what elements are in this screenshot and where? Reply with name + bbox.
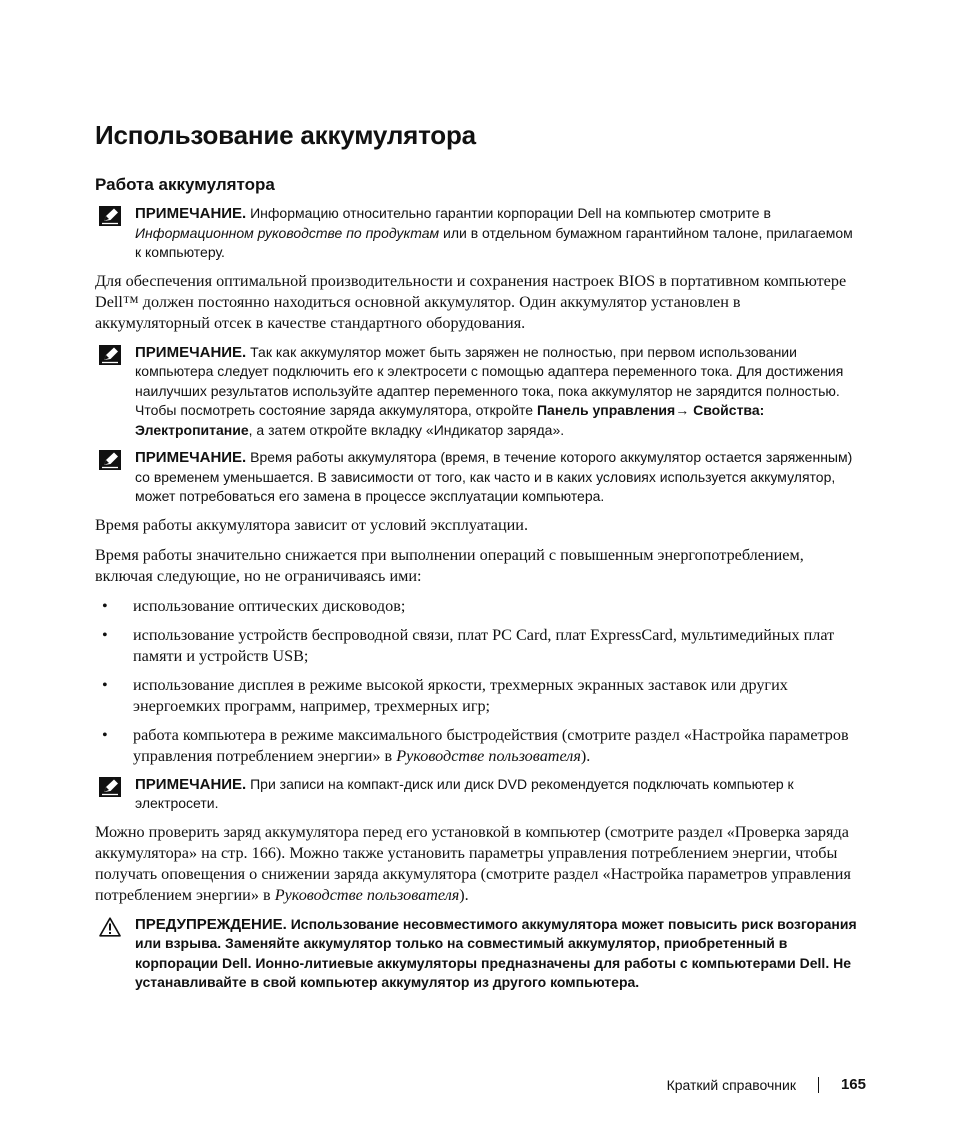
note-label: ПРИМЕЧАНИЕ.: [135, 449, 247, 466]
note-warranty: [95, 204, 857, 263]
paragraph-bios: Для обеспечения оптимальной производительности и сохранения настроек BIOS в портативном компьютере Dell™ должен постоянно находиться основной аккумулятор. Один аккумулятор установлен в аккумуляторный отсек в качестве стандартного оборудования.: [95, 271, 847, 332]
list-item: [95, 675, 857, 717]
list-item-text: использование дисплея в режиме высокой яркости, трехмерных экранных заставок или других энергоемких программ, например, трехмерных игр;: [133, 675, 788, 715]
page-number: 165: [840, 1076, 866, 1093]
list-item-text: работа компьютера в режиме максимального быстродействия (смотрите раздел «Настройка параметров управления потреблением энергии» в: [133, 725, 849, 765]
note-label: ПРИМЕЧАНИЕ.: [135, 205, 247, 222]
warning-block: [95, 915, 857, 993]
menu-path-control-panel: Панель управления: [536, 402, 676, 418]
note-pencil-icon: [99, 206, 121, 226]
list-item-text: использование оптических дисководов;: [133, 596, 406, 615]
page-content: [95, 118, 857, 1001]
bullet-marker: •: [102, 725, 108, 744]
note-label: ПРИМЕЧАНИЕ.: [135, 775, 247, 793]
bullet-list: [95, 596, 857, 767]
list-item-text: использование устройств беспроводной связи, плат PC Card, плат ExpressCard, мультимедийных плат памяти и устройств USB;: [133, 625, 835, 665]
page-footer: [667, 1075, 866, 1095]
note-text-part: Так как аккумулятор может быть заряжен не полностью, при первом использовании компьютера следует подключить его к электросети с помощью адаптера переменного тока. Для достижения наилучших результатов используйте адаптер переменного тока, пока аккумулятор не зарядится полностью. Чтобы посмотреть состояние заряда аккумулятора, откройте: [135, 343, 844, 418]
warning-label: ПРЕДУПРЕЖДЕНИЕ.: [135, 915, 287, 933]
note-text: [135, 204, 857, 263]
list-item: [95, 596, 857, 617]
note-text-part: При записи на компакт-диск или диск DVD рекомендуется подключать компьютер к электросети.: [135, 775, 794, 811]
note-cd-dvd: [95, 775, 857, 814]
paragraph-runtime: Время работы аккумулятора зависит от условий эксплуатации.: [95, 515, 528, 534]
paragraph-charge-check: [95, 822, 857, 906]
menu-path-arrow: →: [675, 402, 694, 418]
paragraph-italic-ref: Руководстве пользователя: [274, 885, 460, 904]
bullet-marker: •: [102, 675, 108, 694]
footer-divider: [818, 1077, 819, 1093]
note-pencil-icon: [99, 450, 121, 470]
footer-label: Краткий справочник: [666, 1077, 796, 1093]
note-text: [135, 448, 857, 507]
note-text: [135, 775, 857, 814]
list-item-text: ).: [580, 746, 591, 765]
note-pencil-icon: [99, 777, 121, 797]
warning-text-part: Использование несовместимого аккумулятора может повысить риск возгорания или взрыва. Заменяйте аккумулятор только на совместимый аккумулятор, приобретенный в корпорации Dell. Ионно-литиевые аккумуляторы предназначены для работы с компьютерами Dell. Не устанавливайте в свой компьютер аккумулятор из другого компьютера.: [135, 915, 857, 990]
list-item: [95, 725, 857, 767]
note-text-part: или в отдельном бумажном гарантийном талоне, прилагаемом к компьютеру.: [135, 224, 853, 260]
section-heading: Работа аккумулятора: [95, 175, 275, 194]
warning-text: [135, 915, 857, 993]
note-text-part: Информацию относительно гарантии корпорации Dell на компьютер смотрите в: [246, 205, 771, 221]
list-item-italic-ref: Руководстве пользователя: [396, 746, 581, 765]
paragraph-text-part: Можно проверить заряд аккумулятора перед его установкой в компьютер (смотрите раздел «Проверка заряда аккумулятора» на стр. 166). Можно также установить параметры управления потреблением энергии, чтобы получать оповещения о снижении заряда аккумулятора (смотрите раздел «Настройка параметров управления потреблением энергии» в: [95, 822, 851, 904]
page-title: Использование аккумулятора: [95, 120, 476, 150]
menu-path-power-options: Свойства: Электропитание: [135, 402, 765, 438]
bullet-marker: •: [102, 596, 108, 615]
note-text-part: Время работы аккумулятора (время, в течение которого аккумулятор остается заряженным) со временем уменьшается. В зависимости от того, как часто и в каких условиях используется аккумулятор, может потребоваться его замена в процессе эксплуатации компьютера.: [135, 449, 853, 504]
note-charging: [95, 343, 857, 441]
note-label: ПРИМЕЧАНИЕ.: [135, 343, 247, 361]
bullet-marker: •: [102, 625, 108, 644]
note-battery-life: [95, 448, 857, 507]
note-text: [135, 343, 857, 441]
list-item: [95, 625, 857, 667]
note-italic-ref: Информационном руководстве по продуктам: [135, 224, 440, 241]
paragraph-text-part: ).: [459, 885, 469, 904]
paragraph-runtime-reduction: Время работы значительно снижается при выполнении операций с повышенным энергопотреблением, включая следующие, но не ограничиваясь ими:: [95, 545, 804, 585]
note-text-part: , а затем откройте вкладку «Индикатор заряда».: [248, 421, 565, 438]
warning-triangle-icon: [99, 917, 121, 937]
note-pencil-icon: [99, 345, 121, 365]
